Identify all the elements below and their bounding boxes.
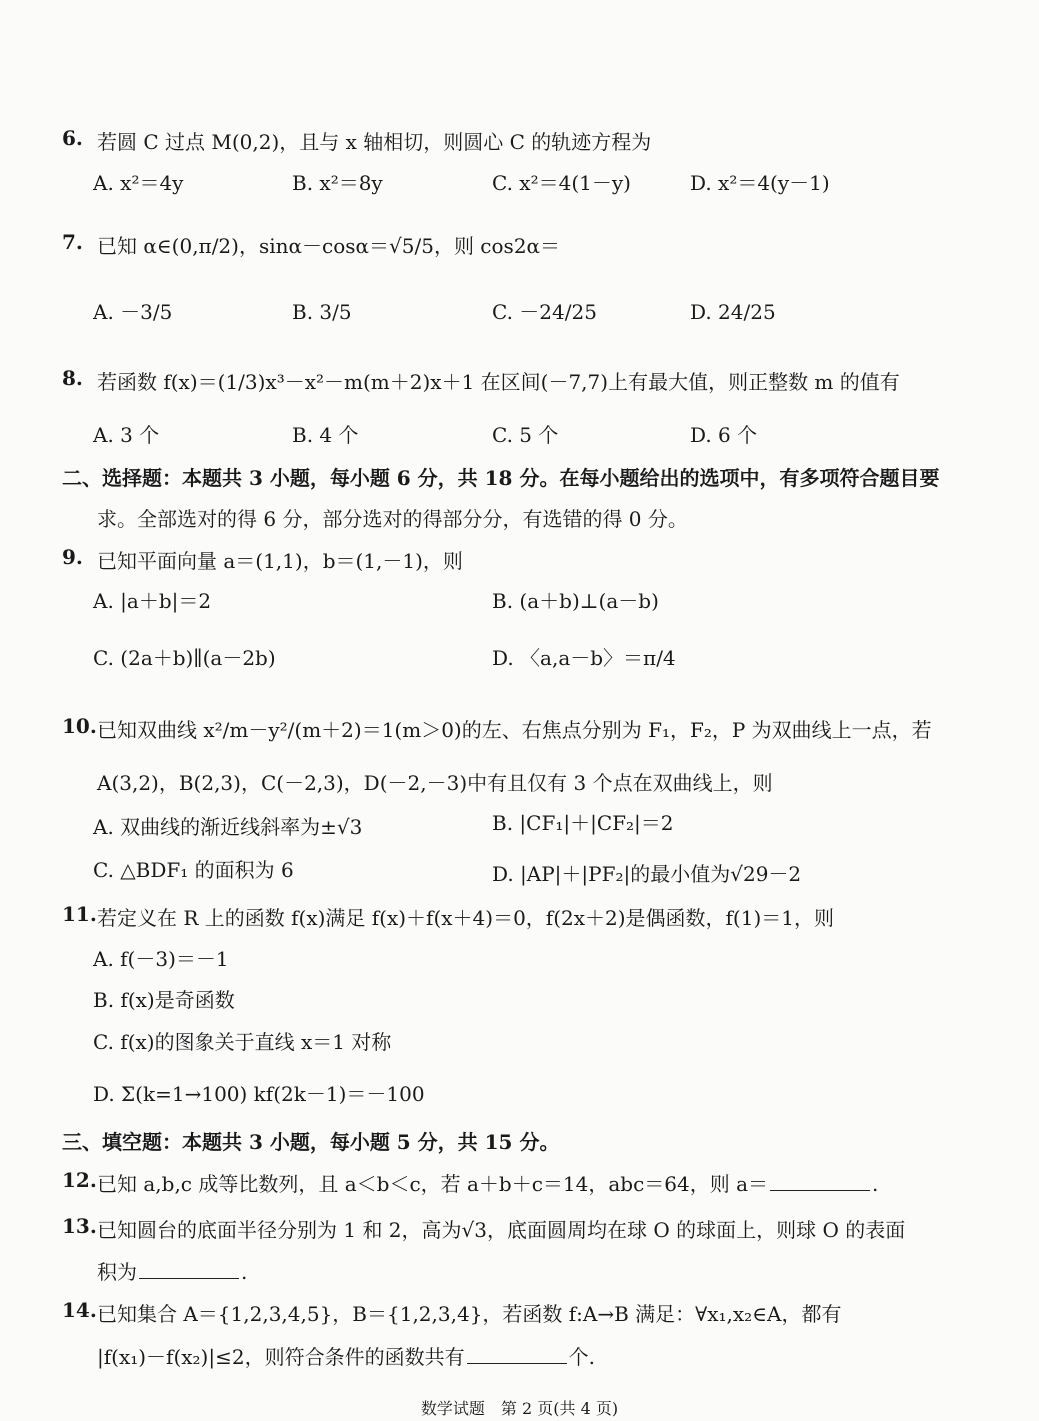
option-a: A. 3 个 <box>93 423 160 447</box>
option-c: C. －24/25 <box>492 300 597 324</box>
option-a: A. －3/5 <box>93 300 173 324</box>
option-a: A. f(－3)＝－1 <box>93 947 229 971</box>
question-stem-cont <box>97 1341 595 1370</box>
page-footer: 数学试题 第 2 页(共 4 页) <box>420 1399 619 1418</box>
question-stem: 已知双曲线 x²/m－y²/(m＋2)＝1(m＞0)的左、右焦点分别为 F₁，F₂，P 为双曲线上一点，若 <box>97 718 932 742</box>
option-d: D. x²＝4(y－1) <box>690 171 830 195</box>
question-number: 7. <box>62 230 83 254</box>
question-end: . <box>872 1172 879 1196</box>
question-stem: 若定义在 R 上的函数 f(x)满足 f(x)＋f(x＋4)＝0，f(2x＋2)是偶函数，f(1)＝1，则 <box>97 906 834 930</box>
option-a: A. |a＋b|＝2 <box>93 589 212 613</box>
question-number: 11. <box>62 902 97 926</box>
question-stem-cont: A(3,2)，B(2,3)，C(－2,3)，D(－2,－3)中有且仅有 3 个点在双曲线上，则 <box>97 771 773 795</box>
option-b: B. x²＝8y <box>292 171 383 195</box>
option-d: D. |AP|＋|PF₂|的最小值为√29－2 <box>492 862 802 886</box>
option-a: A. 双曲线的渐近线斜率为±√3 <box>93 815 363 839</box>
option-a: A. x²＝4y <box>93 171 184 195</box>
section-heading: 三、填空题：本题共 3 小题，每小题 5 分，共 15 分。 <box>62 1130 560 1154</box>
option-c: C. x²＝4(1－y) <box>492 171 631 195</box>
option-c: C. 5 个 <box>492 423 559 447</box>
question-number: 12. <box>62 1168 97 1192</box>
option-b: B. (a＋b)⊥(a－b) <box>492 589 659 613</box>
question-number: 13. <box>62 1214 97 1238</box>
answer-blank[interactable] <box>770 1172 870 1191</box>
question-number: 8. <box>62 366 83 390</box>
question-end: . <box>241 1260 248 1284</box>
option-c: C. (2a＋b)∥(a－2b) <box>93 646 276 670</box>
question-stem: 已知圆台的底面半径分别为 1 和 2，高为√3，底面圆周均在球 O 的球面上，则球 O 的表面 <box>97 1218 906 1242</box>
option-d: D. 6 个 <box>690 423 758 447</box>
question-number: 9. <box>62 545 83 569</box>
question-end: 个. <box>568 1345 595 1369</box>
answer-blank[interactable] <box>139 1260 239 1279</box>
answer-blank[interactable] <box>467 1345 567 1364</box>
question-stem-cont <box>97 1256 247 1285</box>
section-instructions: 求。全部选对的得 6 分，部分选对的得部分分，有选错的得 0 分。 <box>97 507 688 531</box>
option-c: C. f(x)的图象关于直线 x＝1 对称 <box>93 1030 392 1054</box>
question-stem: 已知集合 A＝{1,2,3,4,5}，B＝{1,2,3,4}，若函数 f:A→B 满足：∀x₁,x₂∈A，都有 <box>97 1302 842 1326</box>
question-stem: 已知 α∈(0,π/2)，sinα－cosα＝√5/5，则 cos2α＝ <box>97 234 561 258</box>
question-stem: 已知平面向量 a＝(1,1)，b＝(1,－1)，则 <box>97 549 463 573</box>
question-number: 6. <box>62 126 83 150</box>
option-b: B. f(x)是奇函数 <box>93 988 235 1012</box>
option-b: B. |CF₁|＋|CF₂|＝2 <box>492 811 674 835</box>
question-number: 14. <box>62 1298 97 1322</box>
option-b: B. 4 个 <box>292 423 359 447</box>
question-text: 积为 <box>97 1260 137 1284</box>
option-c: C. △BDF₁ 的面积为 6 <box>93 858 294 882</box>
question-text: |f(x₁)－f(x₂)|≤2，则符合条件的函数共有 <box>97 1345 465 1369</box>
question-stem: 若函数 f(x)＝(1/3)x³－x²－m(m＋2)x＋1 在区间(－7,7)上有最大值，则正整数 m 的值有 <box>97 370 900 394</box>
question-stem: 若圆 C 过点 M(0,2)，且与 x 轴相切，则圆心 C 的轨迹方程为 <box>97 130 652 154</box>
option-d: D. 24/25 <box>690 300 776 324</box>
option-d: D. 〈a,a－b〉＝π/4 <box>492 646 676 670</box>
section-heading: 二、选择题：本题共 3 小题，每小题 6 分，共 18 分。在每小题给出的选项中，有多项符合题目要 <box>62 466 940 490</box>
question-number: 10. <box>62 714 97 738</box>
question-text: 已知 a,b,c 成等比数列，且 a＜b＜c，若 a＋b＋c＝14，abc＝64，则 a＝ <box>97 1172 769 1196</box>
option-b: B. 3/5 <box>292 300 352 324</box>
option-d: D. Σ(k=1→100) kf(2k－1)＝－100 <box>93 1082 425 1106</box>
question-stem <box>97 1168 878 1197</box>
